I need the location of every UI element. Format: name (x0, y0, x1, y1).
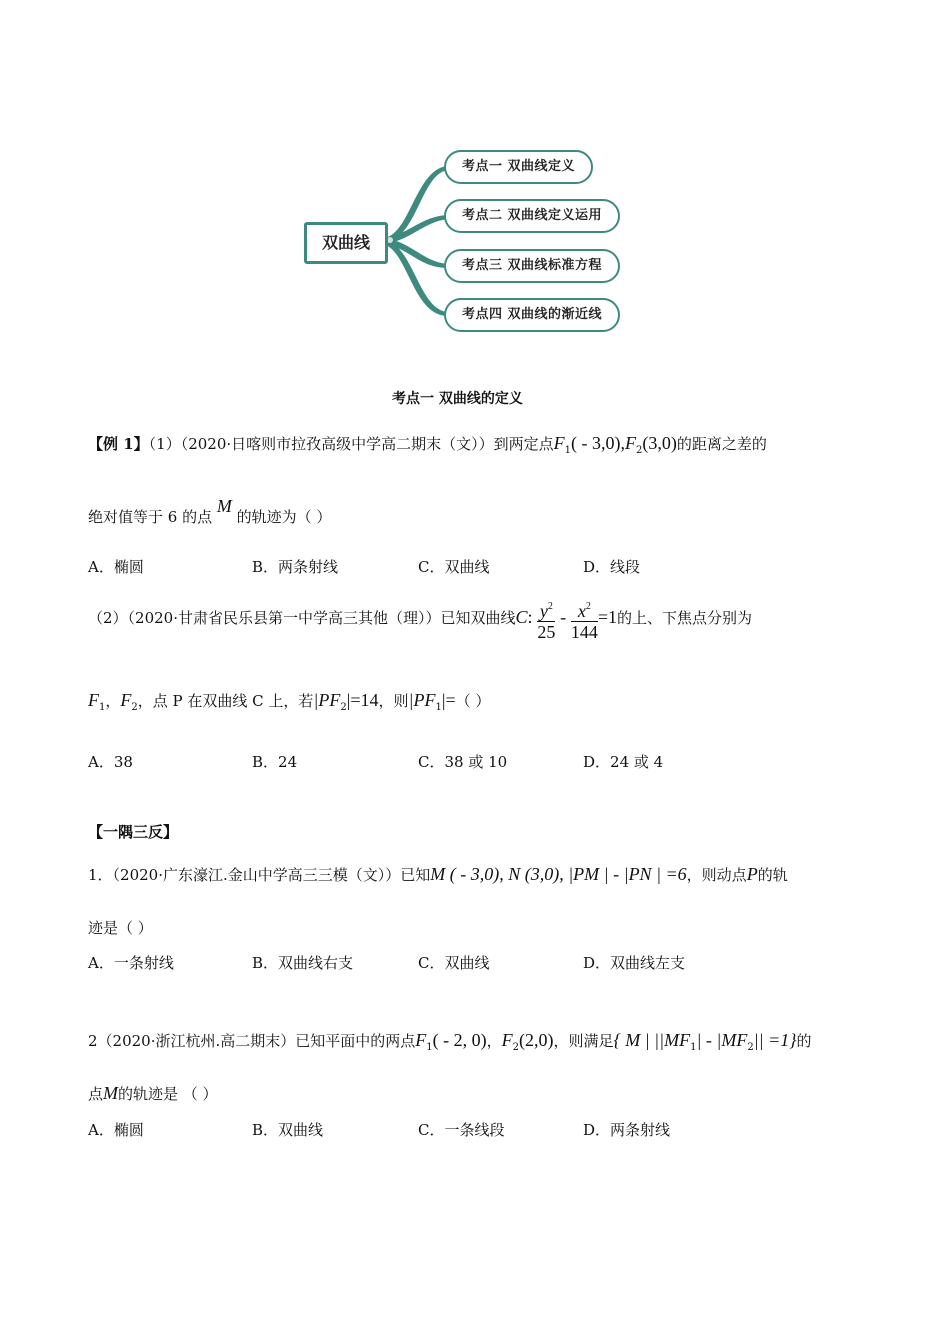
abs-close-2: | (441, 690, 446, 710)
section-title: 考点一 双曲线的定义 (392, 391, 523, 407)
mindmap-node-2: 考点二 双曲线定义运用 (444, 199, 620, 233)
pf2-subscript: 2 (340, 702, 347, 713)
question-2-line-2 (88, 1083, 218, 1104)
q2-de: 的 (796, 1032, 812, 1050)
mindmap-node-1: 考点一 双曲线定义 (444, 150, 593, 184)
f1-coordinates: ( - 3,0) (571, 433, 621, 453)
colon: : (527, 607, 533, 627)
example-1b-line-2 (88, 690, 490, 713)
q2-f1-symbol: F (415, 1030, 427, 1050)
question-2-option-b: B．双曲线 (252, 1121, 324, 1139)
question-1-option-a: A．一条射线 (88, 954, 174, 972)
question-1-math: M ( - 3,0), N (3,0), |PM | - |PN | =6 (430, 864, 687, 884)
example-1b-mid: ，点 P 在双曲线 C 上，若 (137, 692, 314, 710)
fraction-y2-25 (537, 597, 555, 642)
q2-separator: ， (486, 1032, 502, 1050)
example-1b-option-b: B．24 (252, 753, 298, 771)
comma: , (620, 433, 626, 453)
example-label: 【例 1】 (88, 435, 149, 453)
example-1-part-2 (88, 592, 752, 642)
question-1-option-c: C．双曲线 (418, 954, 490, 972)
exp-x: 2 (585, 600, 591, 612)
mindmap-root: 双曲线 (304, 222, 388, 264)
fraction-x2-144 (571, 597, 598, 642)
example-1-line-2-b: 的轨迹为（ ） (236, 508, 332, 526)
point-p: P (746, 864, 758, 884)
pf1-subscript: 1 (435, 702, 442, 713)
set-sub-2: 2 (747, 1042, 754, 1053)
var-y: y (539, 600, 548, 621)
question-1-prefix: 1．（2020·广东濠江.金山中学高三三模（文））已知 (88, 866, 431, 884)
example-1-option-b: B．两条射线 (252, 558, 339, 576)
q2-mid: ，则满足 (553, 1032, 614, 1050)
question-1 (88, 864, 788, 885)
q2-line-2-a: 点 (88, 1085, 104, 1103)
point-m: M (216, 496, 232, 516)
q2-f2-coordinates: (2,0) (519, 1030, 554, 1050)
question-1-suffix-a: ，则动点 (686, 866, 747, 884)
example-1b-option-d: D．24 或 4 (583, 753, 664, 771)
f2-symbol: F (625, 433, 637, 453)
example-1-part-1 (88, 433, 767, 456)
set-open: { M | ||MF (613, 1030, 691, 1050)
q2-f1-subscript: 1 (426, 1042, 433, 1053)
question-2-option-c: C．一条线段 (418, 1121, 505, 1139)
q2-f1-coordinates: ( - 2, 0) (432, 1030, 487, 1050)
equals-14: =14 (350, 690, 379, 710)
example-1-line-2 (88, 496, 332, 527)
f1-subscript-b: 1 (99, 702, 106, 713)
set-sub-1: 1 (690, 1042, 697, 1053)
separator: ， (105, 692, 121, 710)
q2-f2-subscript: 2 (512, 1042, 520, 1053)
answer-paren: （ ） (455, 692, 491, 710)
f2-subscript: 2 (636, 445, 643, 456)
f1-symbol-b: F (88, 690, 99, 710)
set-mid: | - |MF (696, 1030, 748, 1050)
question-2 (88, 1030, 811, 1053)
f2-coordinates: (3,0) (642, 433, 677, 453)
minus-sign: - (560, 607, 567, 627)
question-2-option-a: A．椭圆 (88, 1121, 144, 1139)
abs-close-1: | (346, 690, 351, 710)
mindmap-node-4: 考点四 双曲线的渐近线 (444, 298, 620, 332)
question-1-line-2: 迹是（ ） (88, 919, 153, 937)
equals-empty: = (445, 690, 456, 710)
example-1-source: （1）（2020·日喀则市拉孜高级中学高二期末（文））到两定点 (148, 435, 554, 453)
denominator-25: 25 (537, 621, 556, 642)
exp-y: 2 (547, 600, 553, 612)
q2-point-m: M (103, 1083, 119, 1103)
question-2-option-d: D．两条射线 (583, 1121, 671, 1139)
equals-one: =1 (597, 607, 618, 627)
example-1b-option-c: C．38 或 10 (418, 753, 508, 771)
question-1-suffix-b: 的轨 (757, 866, 788, 884)
q2-f2-symbol: F (501, 1030, 513, 1050)
example-1b-option-a: A．38 (88, 753, 133, 771)
var-x: x (577, 600, 586, 621)
abs-pf1: |PF (408, 690, 436, 710)
example-1-option-d: D．线段 (583, 558, 641, 576)
question-1-option-d: D．双曲线左支 (583, 954, 686, 972)
example-1-option-a: A．椭圆 (88, 558, 144, 576)
q2-line-2-b: 的轨迹是 （ ） (118, 1085, 218, 1103)
denominator-144: 144 (570, 621, 598, 642)
example-1b-tail: 的上、下焦点分别为 (617, 609, 753, 627)
example-1-option-c: C．双曲线 (418, 558, 490, 576)
then-text: ，则 (378, 692, 409, 710)
question-2-prefix: 2（2020·浙江杭州.高二期末）已知平面中的两点 (88, 1032, 416, 1050)
f2-subscript-b: 2 (131, 702, 138, 713)
hyperbola-c: C (515, 607, 528, 627)
question-1-option-b: B．双曲线右支 (252, 954, 354, 972)
practice-title: 【一隅三反】 (88, 823, 179, 841)
set-end: || =1} (753, 1030, 797, 1050)
mindmap-node-3: 考点三 双曲线标准方程 (444, 249, 620, 283)
f1-subscript: 1 (564, 445, 572, 456)
example-1-tail: 的距离之差的 (676, 435, 767, 453)
abs-pf2: |PF (313, 690, 341, 710)
example-1-line-2-a: 绝对值等于 6 的点 (88, 508, 213, 526)
f1-symbol: F (553, 433, 565, 453)
f2-symbol-b: F (120, 690, 132, 710)
example-1b-source: （2）（2020·甘肃省民乐县第一中学高三其他（理））已知双曲线 (88, 609, 516, 627)
